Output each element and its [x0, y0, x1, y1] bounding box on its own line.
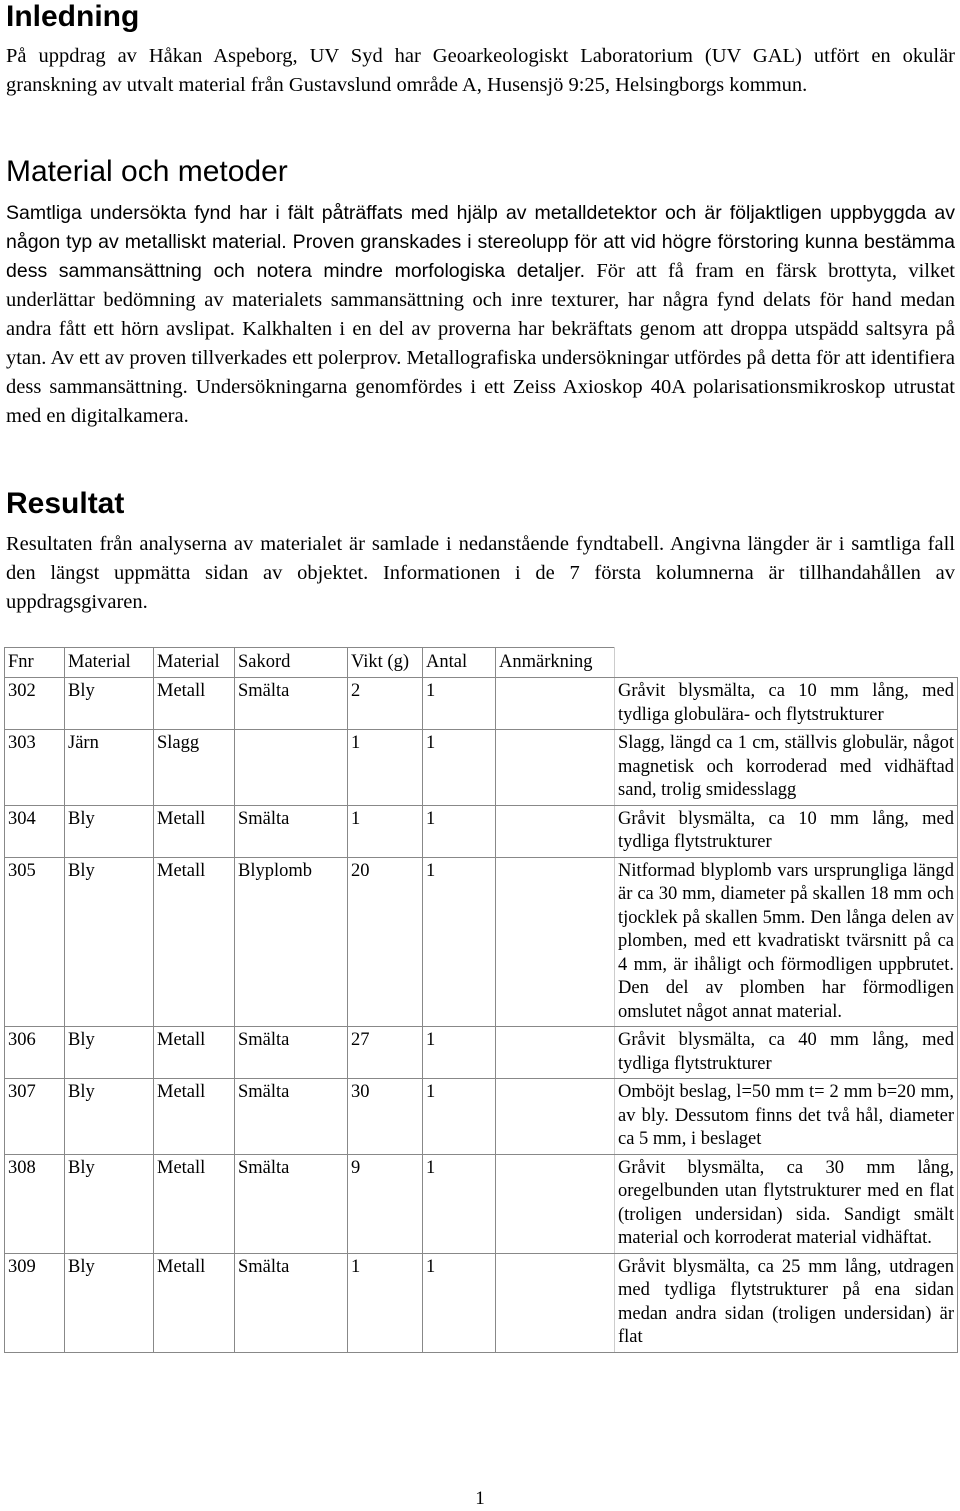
cell-vikt: 2 — [348, 678, 423, 730]
cell-antal: 1 — [423, 1079, 496, 1155]
header-vikt: Vikt (g) — [348, 648, 423, 678]
cell-material-2: Metall — [154, 1253, 235, 1352]
cell-anmarkning-1 — [496, 1079, 615, 1155]
header-anmarkning: Anmärkning — [496, 648, 615, 678]
cell-fnr: 307 — [5, 1079, 65, 1155]
cell-material-2: Metall — [154, 678, 235, 730]
cell-vikt: 27 — [348, 1027, 423, 1079]
cell-material-1: Bly — [65, 1154, 154, 1253]
cell-anmarkning-2: Gråvit blysmälta, ca 40 mm lång, med tydliga flytstrukturer — [615, 1027, 958, 1079]
cell-material-2: Metall — [154, 805, 235, 857]
table-row — [5, 1079, 958, 1155]
table-row — [5, 805, 958, 857]
cell-sakord — [235, 730, 348, 806]
cell-anmarkning-2: Omböjt beslag, l=50 mm t= 2 mm b=20 mm, av bly. Dessutom finns det två hål, diameter ca 5 mm, i beslaget — [615, 1079, 958, 1155]
cell-vikt: 1 — [348, 1253, 423, 1352]
find-table — [4, 647, 958, 1353]
cell-anmarkning-2: Gråvit blysmälta, ca 30 mm lång, oregelbunden utan flytstrukturer med en flat (troligen undersidan) sida. Sandigt smält material och korroderat material vidhäftat. — [615, 1154, 958, 1253]
header-material-1: Material — [65, 648, 154, 678]
cell-anmarkning-1 — [496, 730, 615, 806]
header-fnr: Fnr — [5, 648, 65, 678]
cell-anmarkning-2: Gråvit blysmälta, ca 25 mm lång, utdragen med tydliga flytstrukturer på ena sidan medan andra sidan (troligen undersidan) är flat — [615, 1253, 958, 1352]
cell-material-1: Bly — [65, 1253, 154, 1352]
cell-anmarkning-1 — [496, 678, 615, 730]
cell-antal: 1 — [423, 1027, 496, 1079]
cell-anmarkning-2: Slagg, längd ca 1 cm, ställvis globulär, något magnetisk och korroderad med vidhäftad sand, trolig smidesslagg — [615, 730, 958, 806]
cell-material-2: Slagg — [154, 730, 235, 806]
cell-antal: 1 — [423, 1154, 496, 1253]
cell-sakord: Smälta — [235, 678, 348, 730]
cell-fnr: 302 — [5, 678, 65, 730]
paragraph-methods — [6, 199, 955, 431]
cell-sakord: Blyplomb — [235, 857, 348, 1027]
cell-fnr: 305 — [5, 857, 65, 1027]
cell-material-1: Bly — [65, 678, 154, 730]
cell-material-1: Bly — [65, 805, 154, 857]
page-number: 1 — [475, 1488, 485, 1509]
cell-anmarkning-2: Nitformad blyplomb vars ursprungliga längd är ca 30 mm, diameter på skallen 18 mm och tjocklek på skallen 5mm. Den långa delen av plomben, med ett kvadratiskt tvärsnitt på ca 4 mm, är ihåligt och förmodligen uppbrutet. Den del av plomben har förmodligen omslutet något annat material. — [615, 857, 958, 1027]
table-header-row — [5, 648, 958, 678]
cell-antal: 1 — [423, 730, 496, 806]
cell-material-2: Metall — [154, 1027, 235, 1079]
cell-material-2: Metall — [154, 1079, 235, 1155]
paragraph-intro: På uppdrag av Håkan Aspeborg, UV Syd har Geoarkeologiskt Laboratorium (UV GAL) utfört en okulär granskning av utvalt material från Gustavslund område A, Husensjö 9:25, Helsingborgs kommun. — [6, 45, 955, 96]
cell-anmarkning-2: Gråvit blysmälta, ca 10 mm lång, med tydliga globulära- och flytstrukturer — [615, 678, 958, 730]
header-sakord: Sakord — [235, 648, 348, 678]
cell-material-1: Bly — [65, 857, 154, 1027]
cell-material-2: Metall — [154, 1154, 235, 1253]
cell-sakord: Smälta — [235, 1253, 348, 1352]
cell-antal: 1 — [423, 1253, 496, 1352]
cell-anmarkning-2: Gråvit blysmälta, ca 10 mm lång, med tydliga flytstrukturer — [615, 805, 958, 857]
cell-sakord: Smälta — [235, 1154, 348, 1253]
table-row — [5, 1027, 958, 1079]
methods-text-sans: Samtliga undersökta fynd har i fält påträffats med hjälp av metalldetektor och är följaktligen uppbyggda av någon typ av metalliskt material. Proven granskades i stereolupp för att vid högre förstoring kunna bestämma dess sammansättning och notera mindre morfologiska detaljer. — [6, 202, 955, 282]
cell-material-1: Järn — [65, 730, 154, 806]
cell-anmarkning-1 — [496, 1027, 615, 1079]
table-row — [5, 1253, 958, 1352]
cell-vikt: 30 — [348, 1079, 423, 1155]
cell-fnr: 308 — [5, 1154, 65, 1253]
cell-material-1: Bly — [65, 1027, 154, 1079]
cell-anmarkning-1 — [496, 1253, 615, 1352]
cell-anmarkning-1 — [496, 1154, 615, 1253]
cell-vikt: 1 — [348, 730, 423, 806]
cell-anmarkning-1 — [496, 805, 615, 857]
heading-resultat: Resultat — [6, 487, 125, 520]
cell-fnr: 304 — [5, 805, 65, 857]
cell-sakord: Smälta — [235, 1079, 348, 1155]
cell-anmarkning-1 — [496, 857, 615, 1027]
cell-vikt: 1 — [348, 805, 423, 857]
methods-text-serif: För att få fram en färsk brottyta, vilket underlättar bedömning av materialets sammansättning och inre texturer, har några fynd delats för hand medan andra fått ett hörn avslipat. Kalkhalten i en del av proverna har bekräftats genom att droppa utspädd saltsyra på ytan. Av ett av proven tillverkades ett polerprov. Metallografiska undersökningar utfördes på detta för att identifiera dess sammansättning. Undersökningarna genomfördes i ett Zeiss Axioskop 40A polarisationsmikroskop utrustat med en digitalkamera. — [6, 260, 956, 427]
cell-antal: 1 — [423, 857, 496, 1027]
header-material-2: Material — [154, 648, 235, 678]
cell-vikt: 20 — [348, 857, 423, 1027]
cell-sakord: Smälta — [235, 1027, 348, 1079]
cell-vikt: 9 — [348, 1154, 423, 1253]
cell-antal: 1 — [423, 805, 496, 857]
header-antal: Antal — [423, 648, 496, 678]
cell-antal: 1 — [423, 678, 496, 730]
heading-inledning: Inledning — [6, 0, 140, 33]
cell-sakord: Smälta — [235, 805, 348, 857]
cell-material-1: Bly — [65, 1079, 154, 1155]
cell-material-2: Metall — [154, 857, 235, 1027]
paragraph-results: Resultaten från analyserna av materialet är samlade i nedanstående fyndtabell. Angivna längder är i samtliga fall den längst uppmätta sidan av objektet. Informationen i de 7 första kolumnerna är tillhandahållen av uppdragsgivaren. — [6, 533, 955, 613]
heading-material-och-metoder: Material och metoder — [6, 155, 288, 188]
table-row — [5, 730, 958, 806]
cell-fnr: 306 — [5, 1027, 65, 1079]
cell-fnr: 309 — [5, 1253, 65, 1352]
header-anmarkning-extra — [615, 648, 958, 678]
table-row — [5, 857, 958, 1027]
table-row — [5, 1154, 958, 1253]
cell-fnr: 303 — [5, 730, 65, 806]
table-row — [5, 678, 958, 730]
